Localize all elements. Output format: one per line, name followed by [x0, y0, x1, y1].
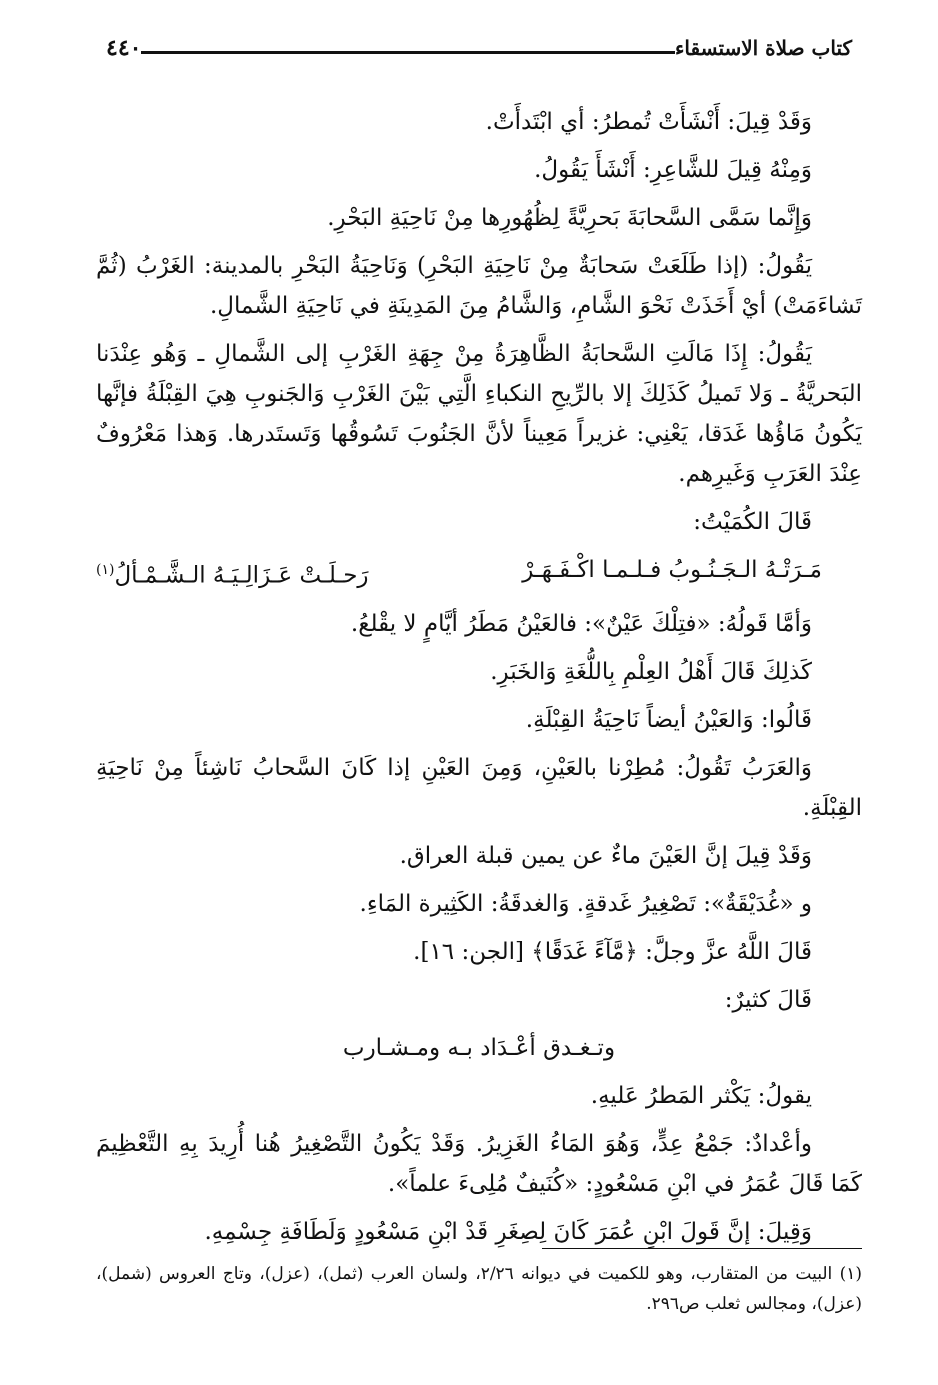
footnote: (١) البيت من المتقارب، وهو للكميت في ديوانه ٢/٢٦، ولسان العرب (ثمل)، (عزل)، وتاج العروس (شمل)، (عزل)، ومجالس ثعلب ص٢٩٦.	[96, 1264, 863, 1314]
header-rule	[141, 51, 675, 54]
paragraph: قَالَ اللَّهُ عزَّ وجلَّ: ﴿مَّآءً غَدَقًا﴾ [الجن: ١٦].	[413, 938, 812, 965]
paragraph: قَالُوا: وَالعَيْنُ أيضاً نَاحِيَةُ القِبْلَةِ.	[525, 706, 812, 733]
paragraph: وَقَدْ قِيلَ: أَنْشَأَتْ تُمطرُ: أي ابْتَدأَتْ.	[485, 109, 812, 135]
book-page	[96, 30, 862, 1360]
paragraph: وَإِنَّما سَمَّى السَّحابَةَ بَحرِيَّةً لِظُهُورِها مِنْ نَاحِيَةِ البَحْرِ.	[327, 205, 812, 231]
paragraph: قَالَ كثيرٌ:	[724, 986, 812, 1013]
paragraph: يَقُولُ: إِذَا مَالَتِ السَّحابَةُ الظَّاهِرَةُ مِنْ جِهَةِ الغَرْبِ إلى الشَّمالِ ـ وَهُو عِنْدَنا البَحريَّةُ ـ وَلا تَميلُ كَذَلِكَ إلا بالرِّيحِ النكباءِ الَّتِي بَيْنَ الغَرْبِ وَالجَنوبِ هِيَ القِبْلَةُ فإنَّها يَكُونُ مَاؤُها غَدَقا، يَعْنِي: غزيراً مَعِيناً لأنَّ الجَنُوبَ تَسُوقُها وَتَستَدرها. وَهذا مَعْرُوفٌ عِنْدَ العَرَبِ وَغَيرِهم.	[96, 341, 862, 487]
paragraph: كَذلِكَ قَالَ أَهْلُ العِلْمِ بِاللُّغَةِ وَالخَبَرِ.	[490, 658, 812, 685]
paragraph: وَقَدْ قِيلَ إنَّ العَيْنَ ماءٌ عن يمين قبلة العراق.	[399, 842, 812, 869]
paragraph: و «غُدَيْقَةٌ»: تَصْغِيرُ غَدقةٍ. وَالغدقَةُ: الكَثِيرة المَاءِ.	[359, 890, 812, 917]
footnote-marker: (١)	[96, 562, 115, 578]
poetry-verse	[96, 550, 822, 596]
page-header	[96, 30, 862, 66]
page-number: ٤٤٠	[106, 35, 142, 61]
page-body	[96, 102, 862, 1260]
paragraph: قَالَ الكُمَيْتُ:	[693, 509, 812, 535]
paragraph: وَمِنْهُ قِيلَ للشَّاعِرِ: أَنْشَأَ يَقُولُ.	[534, 157, 812, 183]
paragraph: يقولُ: يَكْثر المَطرُ عَليهِ.	[590, 1082, 812, 1109]
verse-second-hemistich	[96, 550, 369, 596]
poetry-verse-single: وتـغـدق أعْـدَاد بـه ومـشـارب	[342, 1034, 616, 1061]
paragraph: وأعْدادٌ: جَمْعُ عِدٍّ، وَهُوَ المَاءُ الغَزِيرُ. وَقَدْ يَكُونُ التَّصْغِيرُ هُنا أُرِيدَ بِهِ التَّعْظِيمَ كَمَا قَالَ عُمَرُ في ابْنِ مَسْعُودٍ: «كُنَيفٌ مُلِىءَ علماً».	[96, 1130, 862, 1197]
verse-first-hemistich: مَـرَتْـهُ الـجَـنُـوبُ فـلـمـا اكْـفَـهَـرْ	[522, 557, 822, 583]
footnote-rule	[542, 1248, 862, 1249]
paragraph: وَأمَّا قَولُهُ: «فتِلْكَ عَيْنٌ»: فالعَيْنُ مَطَرُ أيَّامٍ لا يقْلعُ.	[350, 610, 812, 637]
paragraph: يَقُولُ: (إذا طَلَعَتْ سَحابَةٌ مِنْ نَاحِيَةِ البَحْرِ) وَنَاحِيَةُ البَحْرِ بالمدينة: الغَرْبُ (ثُمَّ تَشاءَمَتْ) أيْ أَخَذَتْ نَحْوَ الشَّامِ، وَالشَّامُ مِنَ المَدِينَةِ في نَاحِيَةِ الشَّمالِ.	[96, 253, 862, 319]
paragraph: وَقِيلَ: إنَّ قَولَ ابْنِ عُمَرَ كَانَ لِصِغَرِ قَدْ ابْنِ مَسْعُودٍ وَلَطَافَةِ جِسْمِهِ.	[204, 1218, 812, 1245]
running-title: كتاب صلاة الاستسقاء	[674, 36, 852, 60]
paragraph: وَالعَرَبُ تَقُولُ: مُطِرْنا بالعَيْنِ، وَمِنَ العَيْنِ إذا كَانَ السَّحابُ نَاشِئاً مِنْ نَاحِيَةِ القِبْلَةِ.	[96, 754, 862, 821]
verse-second-text: رَحـلَـتْ عَـزَالِـيَـهُ الـشَّـمْـألُ	[114, 562, 369, 589]
footnotes	[96, 1248, 862, 1319]
